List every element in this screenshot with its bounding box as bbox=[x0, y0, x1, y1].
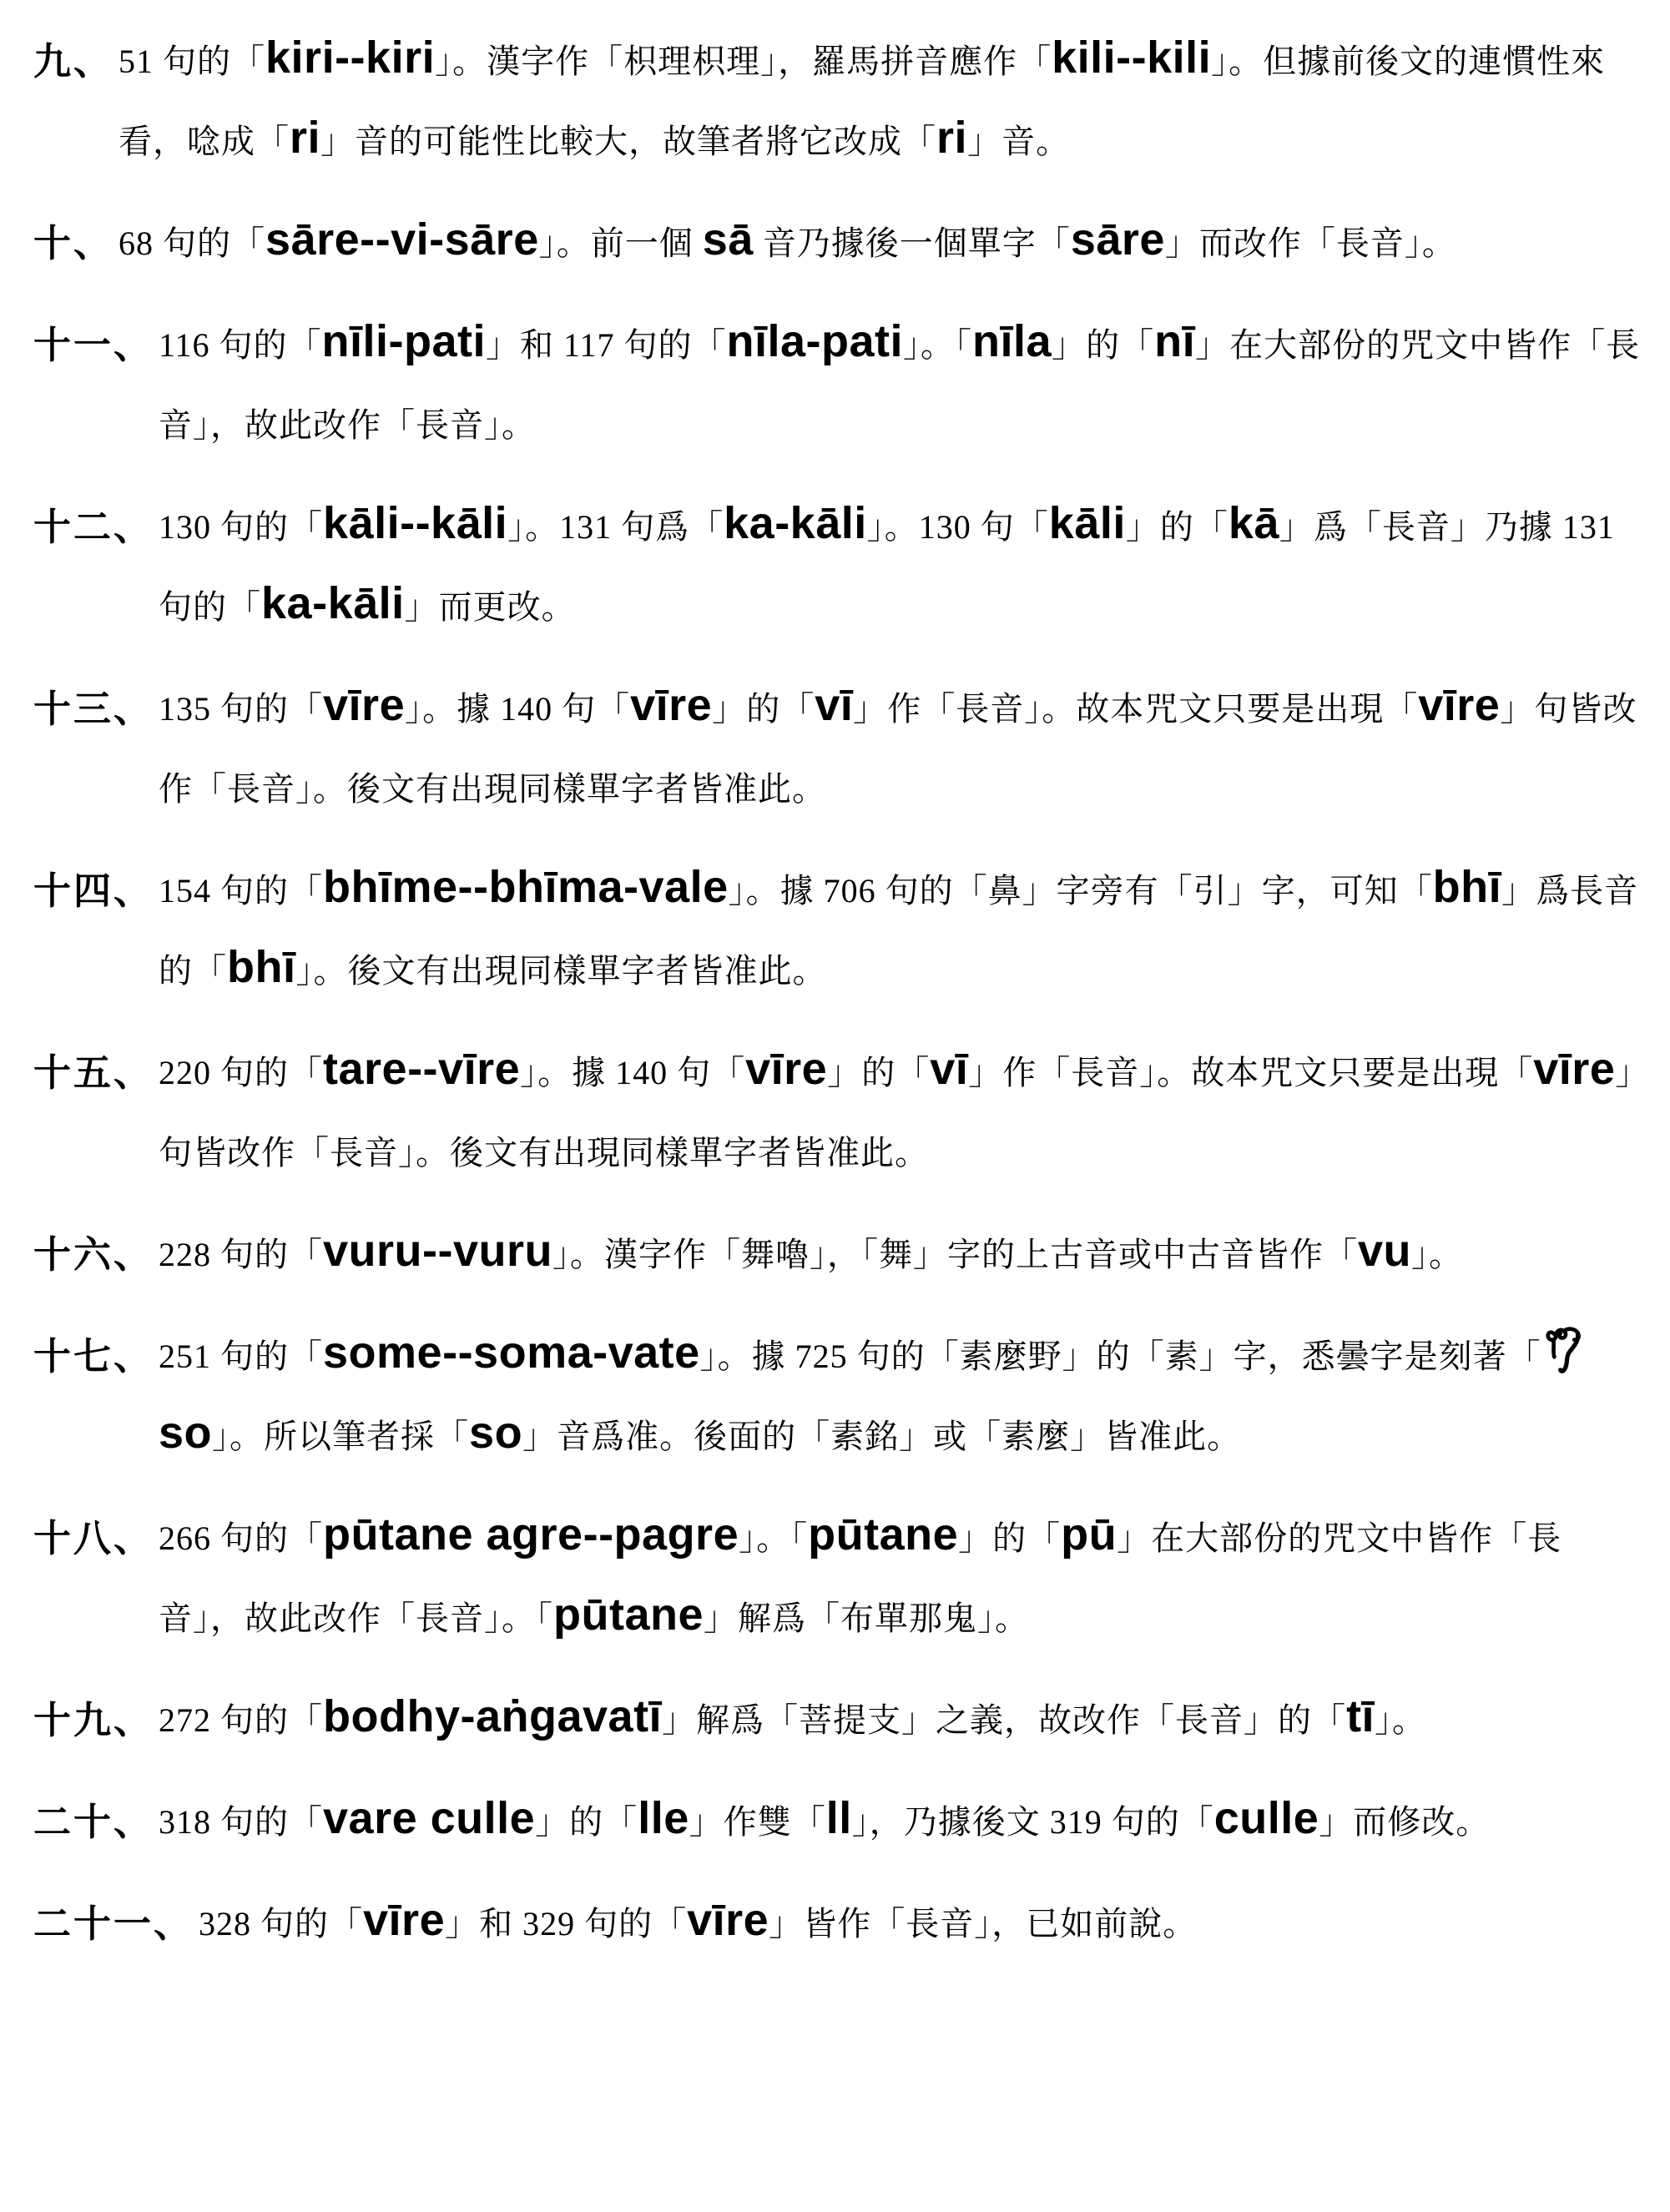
latin-term: vī bbox=[815, 680, 854, 730]
item-text bbox=[159, 1680, 1642, 1761]
latin-term: kāli--kāli bbox=[323, 498, 508, 548]
cjk-text-run: 272 句的「 bbox=[159, 1701, 324, 1739]
cjk-text-run: 」音爲准。後面的「素銘」或「素麼」皆准此。 bbox=[522, 1418, 1242, 1455]
latin-term: kiri--kiri bbox=[265, 33, 436, 83]
latin-term: so bbox=[159, 1408, 213, 1458]
cjk-text-run: 」。據 725 句的「素麼野」的「素」字，悉曇字是刻著「 bbox=[699, 1338, 1541, 1375]
latin-term: vīre bbox=[363, 1895, 446, 1945]
item-number: 十七、 bbox=[33, 1336, 154, 1378]
item-number: 十三、 bbox=[33, 688, 154, 730]
cjk-text-run: 」作「長音」。故本咒文只要是出現「 bbox=[853, 690, 1419, 728]
item-text bbox=[159, 1782, 1642, 1862]
cjk-text-run: 」。 bbox=[1375, 1701, 1427, 1739]
annotation-list bbox=[33, 22, 1642, 1964]
latin-term: vare culle bbox=[323, 1793, 536, 1843]
latin-term: vīre bbox=[323, 680, 406, 730]
item-text bbox=[159, 1215, 1642, 1295]
latin-term: sāre bbox=[1070, 214, 1165, 265]
cjk-text-run: 」作「長音」。故本咒文只要是出現「 bbox=[968, 1054, 1534, 1091]
item-text bbox=[159, 1499, 1642, 1659]
item-number: 十八、 bbox=[33, 1518, 154, 1559]
item-number: 二十一、 bbox=[33, 1903, 194, 1945]
cjk-text-run: 51 句的「 bbox=[119, 43, 266, 80]
item-number: 十六、 bbox=[33, 1234, 154, 1276]
cjk-text-run: 」。漢字作「枳理枳理」，羅馬拼音應作「 bbox=[435, 43, 1052, 80]
latin-term: nī bbox=[1154, 316, 1196, 366]
latin-term: some--soma-vate bbox=[323, 1328, 700, 1378]
item-number: 十二、 bbox=[33, 506, 154, 548]
latin-term: kā bbox=[1228, 498, 1279, 548]
list-item bbox=[33, 1317, 1642, 1477]
cjk-text-run: 」。 bbox=[1411, 1236, 1464, 1273]
latin-term: vu bbox=[1358, 1226, 1412, 1276]
latin-term: pūtane bbox=[808, 1509, 959, 1559]
list-item bbox=[33, 1499, 1642, 1659]
cjk-text-run: 」音的可能性比較大，故筆者將它改成「 bbox=[320, 123, 937, 160]
cjk-text-run: 154 句的「 bbox=[159, 872, 324, 909]
latin-term: pūtane bbox=[553, 1590, 704, 1640]
latin-term: ll bbox=[825, 1793, 852, 1843]
list-item bbox=[33, 851, 1642, 1011]
cjk-text-run: 」。據 140 句「 bbox=[405, 690, 631, 728]
item-text bbox=[119, 22, 1642, 182]
latin-term: culle bbox=[1213, 1793, 1319, 1843]
cjk-text-run: 」。「 bbox=[903, 326, 973, 364]
latin-term: nīli-pati bbox=[321, 316, 487, 366]
list-item bbox=[33, 1884, 1642, 1964]
cjk-text-run: 」爲長音的「 bbox=[159, 872, 1639, 990]
cjk-text-run: 」。前一個 bbox=[538, 224, 703, 262]
cjk-text-run: 」解爲「菩提支」之義，故改作「長音」的「 bbox=[662, 1701, 1347, 1739]
latin-term: bhī bbox=[1432, 862, 1502, 912]
cjk-text-run: 228 句的「 bbox=[159, 1236, 324, 1273]
list-item bbox=[33, 305, 1642, 466]
item-text bbox=[159, 487, 1642, 647]
cjk-text-run: 」在大部份的咒文中皆作「長音」，故此改作「長音」。 bbox=[159, 326, 1641, 444]
item-text bbox=[199, 1884, 1642, 1964]
list-item bbox=[33, 1680, 1642, 1761]
latin-term: ri bbox=[936, 113, 968, 163]
item-number: 十四、 bbox=[33, 870, 154, 912]
latin-term: tī bbox=[1346, 1691, 1375, 1741]
list-item bbox=[33, 487, 1642, 647]
list-item bbox=[33, 22, 1642, 182]
item-text bbox=[159, 1317, 1642, 1477]
item-text bbox=[159, 1033, 1642, 1193]
latin-term: nīla bbox=[972, 316, 1052, 366]
list-item bbox=[33, 204, 1642, 284]
cjk-text-run: 」。後文有出現同樣單字者皆准此。 bbox=[295, 952, 827, 990]
cjk-text-run: 」作雙「 bbox=[689, 1803, 826, 1841]
list-item bbox=[33, 1215, 1642, 1295]
cjk-text-run: 135 句的「 bbox=[159, 690, 324, 728]
latin-term: nīla-pati bbox=[726, 316, 904, 366]
cjk-text-run: 」的「 bbox=[827, 1054, 931, 1091]
cjk-text-run: 251 句的「 bbox=[159, 1338, 324, 1375]
latin-term: vī bbox=[930, 1044, 969, 1094]
cjk-text-run: 130 句的「 bbox=[159, 508, 324, 546]
cjk-text-run: 266 句的「 bbox=[159, 1519, 324, 1557]
cjk-text-run: 」。所以筆者採「 bbox=[212, 1418, 470, 1455]
cjk-text-run: 」句皆改作「長音」。後文有出現同樣單字者皆准此。 bbox=[159, 690, 1637, 808]
item-number: 十、 bbox=[33, 223, 114, 265]
cjk-text-run: 」。據 706 句的「鼻」字旁有「引」字，可知「 bbox=[728, 872, 1433, 909]
cjk-text-run: 」在大部份的咒文中皆作「長音」，故此改作「長音」。「 bbox=[159, 1519, 1562, 1637]
cjk-text-run: 」。漢字作「舞嚕」，「舞」字的上古音或中古音皆作「 bbox=[552, 1236, 1359, 1273]
cjk-text-run: 」皆作「長音」，已如前說。 bbox=[769, 1905, 1198, 1942]
cjk-text-run: 328 句的「 bbox=[199, 1905, 364, 1942]
cjk-text-run: 」的「 bbox=[712, 690, 815, 728]
cjk-text-run: 」音。 bbox=[967, 123, 1071, 160]
cjk-text-run: 」的「 bbox=[958, 1519, 1062, 1557]
latin-term: kili--kili bbox=[1052, 33, 1212, 83]
item-text bbox=[159, 305, 1642, 466]
cjk-text-run: 318 句的「 bbox=[159, 1803, 324, 1841]
latin-term: bhī bbox=[227, 942, 296, 992]
cjk-text-run: 」。但據前後文的連慣性來看，唸成「 bbox=[119, 43, 1606, 160]
cjk-text-run: 」。據 140 句「 bbox=[520, 1054, 746, 1091]
cjk-text-run: 116 句的「 bbox=[159, 326, 322, 364]
item-number: 十一、 bbox=[33, 325, 154, 366]
latin-term: kāli bbox=[1048, 498, 1126, 548]
list-item bbox=[33, 1782, 1642, 1862]
latin-term: sā bbox=[702, 214, 754, 265]
item-number: 二十、 bbox=[33, 1801, 154, 1843]
cjk-text-run: 音乃據後一個單字「 bbox=[753, 224, 1071, 262]
latin-term: bodhy-aṅgavatī bbox=[323, 1691, 663, 1741]
cjk-text-run: 」而修改。 bbox=[1319, 1803, 1491, 1841]
cjk-text-run: 」爲「長音」乃據 131 句的「 bbox=[159, 508, 1615, 626]
cjk-text-run: 」而更改。 bbox=[404, 588, 576, 626]
cjk-text-run: 」解爲「布單那鬼」。 bbox=[704, 1600, 1030, 1637]
item-text bbox=[159, 669, 1642, 829]
cjk-text-run: 」的「 bbox=[1052, 326, 1155, 364]
item-number: 十九、 bbox=[33, 1700, 154, 1741]
cjk-text-run: 」和 117 句的「 bbox=[486, 326, 727, 364]
item-text bbox=[159, 851, 1642, 1011]
siddham-letter-sa-glyph bbox=[1545, 1326, 1585, 1374]
latin-term: ri bbox=[290, 113, 321, 163]
latin-term: pūtane agre--pagre bbox=[323, 1509, 739, 1559]
cjk-text-run: 」的「 bbox=[1125, 508, 1229, 546]
item-number: 十五、 bbox=[33, 1052, 154, 1094]
latin-term: so bbox=[469, 1408, 523, 1458]
latin-term: ka-kāli bbox=[724, 498, 867, 548]
latin-term: vīre bbox=[1418, 680, 1501, 730]
latin-term: vīre bbox=[687, 1895, 769, 1945]
latin-term: sāre--vi-sāre bbox=[265, 214, 539, 265]
cjk-text-run: 」而改作「長音」。 bbox=[1164, 224, 1456, 262]
cjk-text-run: 」。131 句爲「 bbox=[507, 508, 724, 546]
latin-term: pū bbox=[1061, 1509, 1118, 1559]
latin-term: vuru--vuru bbox=[323, 1226, 553, 1276]
cjk-text-run: 」句皆改作「長音」。後文有出現同樣單字者皆准此。 bbox=[159, 1054, 1633, 1172]
cjk-text-run: 220 句的「 bbox=[159, 1054, 324, 1091]
latin-term: vīre bbox=[630, 680, 713, 730]
latin-term: tare--vīre bbox=[323, 1044, 521, 1094]
cjk-text-run: 」的「 bbox=[535, 1803, 638, 1841]
latin-term: lle bbox=[638, 1793, 689, 1843]
cjk-text-run: 」。130 句「 bbox=[866, 508, 1049, 546]
list-item bbox=[33, 669, 1642, 829]
cjk-text-run: 」和 329 句的「 bbox=[445, 1905, 688, 1942]
cjk-text-run: 」，乃據後文 319 句的「 bbox=[851, 1803, 1214, 1841]
latin-term: bhīme--bhīma-vale bbox=[323, 862, 729, 912]
item-number: 九、 bbox=[33, 41, 114, 83]
cjk-text-run: 」。「 bbox=[739, 1519, 809, 1557]
list-item bbox=[33, 1033, 1642, 1193]
cjk-text-run: 68 句的「 bbox=[119, 224, 266, 262]
latin-term: vīre bbox=[1533, 1044, 1616, 1094]
item-text bbox=[119, 204, 1642, 284]
latin-term: vīre bbox=[745, 1044, 828, 1094]
latin-term: ka-kāli bbox=[261, 578, 405, 628]
